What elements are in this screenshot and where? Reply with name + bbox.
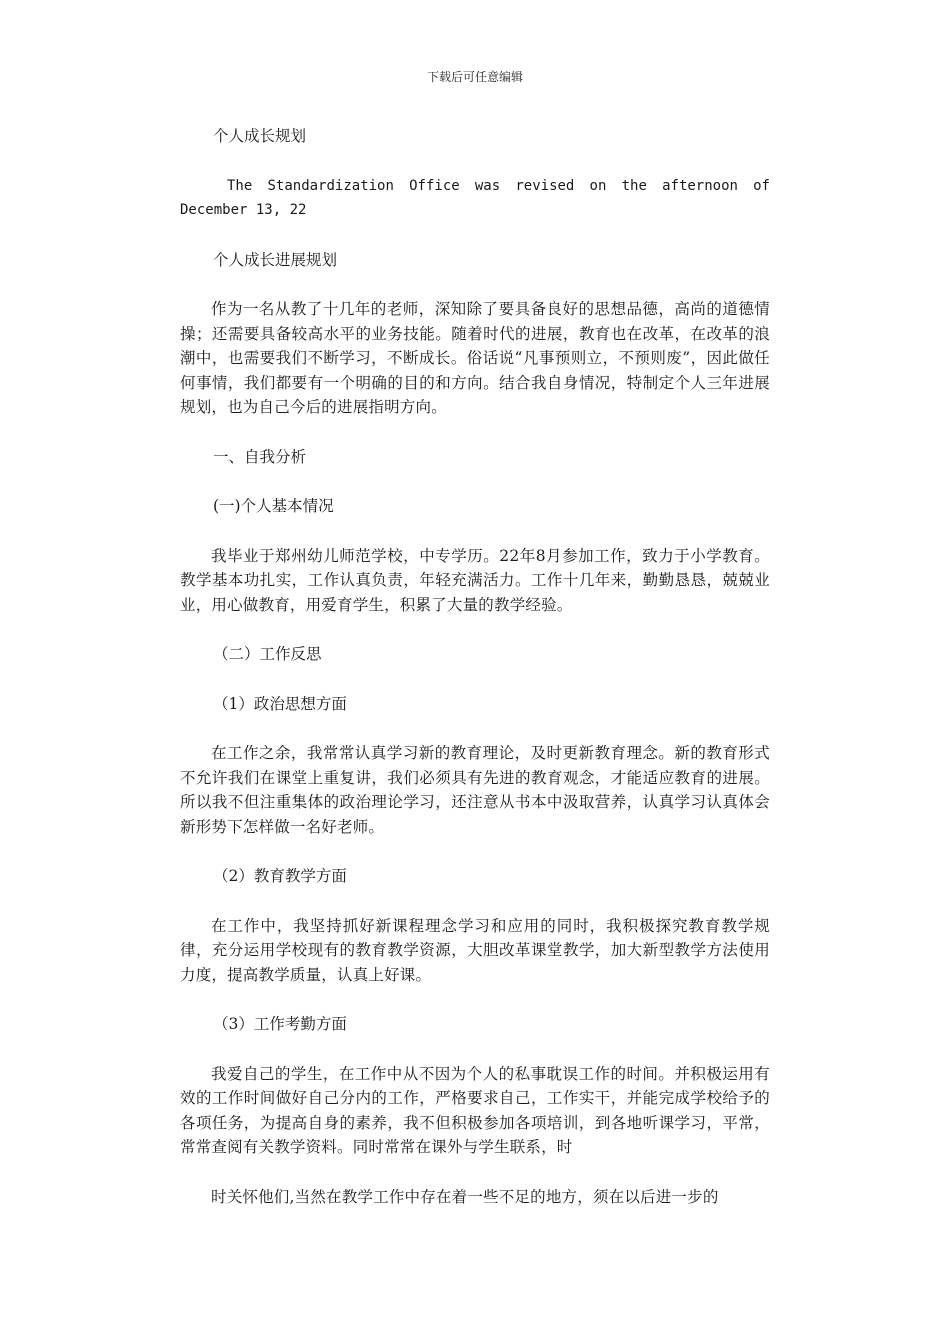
document-subtitle: 个人成长进展规划	[213, 250, 338, 269]
document-title: 个人成长规划	[213, 127, 307, 145]
page-header-note: 下载后可任意编辑	[426, 70, 523, 84]
revision-note: The Standardization Office was revised on the afternoon of December 13, 22	[180, 177, 770, 218]
subheading-political: （1）政治思想方面	[213, 694, 347, 713]
political-paragraph: 在工作之余，我常常认真学习新的教育理论，及时更新教育理念。新的教育形式不允许我们在课堂上重复讲，我们必须具有先进的教育观念，才能适应教育的进展。所以我不但注重集体的政治理论学习，还注意从书本中汲取营养，认真学习认真体会新形势下怎样做一名好老师。	[180, 744, 770, 836]
teaching-paragraph: 在工作中，我坚持抓好新课程理念学习和应用的同时，我积极探究教育教学规律，充分运用学校现有的教育教学资源，大胆改革课堂教学，加大新型教学方法使用力度，提高教学质量，认真上好课。	[180, 916, 770, 984]
section-heading-work-reflection: （二）工作反思	[213, 645, 322, 663]
subheading-teaching: （2）教育教学方面	[213, 867, 347, 885]
continuation-paragraph: 时关怀他们,当然在教学工作中存在着一些不足的地方，须在以后进一步的	[211, 1187, 719, 1206]
document-body	[180, 124, 770, 1234]
attendance-paragraph: 我爱自己的学生，在工作中从不因为个人的私事耽误工作的时间。并积极运用有效的工作时间做好自己分内的工作，严格要求自己，工作实干，并能完成学校给予的各项任务，为提高自身的素养，我不但积极参加各项培训，到各地听课学习，平常，常常查阅有关教学资料。同时常常在课外与学生联系，时	[180, 1064, 770, 1156]
section-heading-self-analysis: 一、自我分析	[213, 447, 307, 466]
section-heading-basic-info: (一)个人基本情况	[213, 497, 334, 515]
basic-info-paragraph: 我毕业于郑州幼儿师范学校，中专学历。22年8月参加工作，致力于小学教育。教学基本功扎实，工作认真负责，年轻充满活力。工作十几年来，勤勤恳恳，兢兢业业，用心做教育，用爱育学生，积累了大量的教学经验。	[180, 546, 770, 614]
intro-paragraph: 作为一名从教了十几年的老师，深知除了要具备良好的思想品德，高尚的道德情操；还需要具备较高水平的业务技能。随着时代的进展，教育也在改革，在改革的浪潮中，也需要我们不断学习，不断成长。俗话说“凡事预则立，不预则废”，因此做任何事情，我们都要有一个明确的目的和方向。结合我自身情况，特制定个人三年进展规划，也为自己今后的进展指明方向。	[180, 300, 770, 416]
subheading-attendance: （3）工作考勤方面	[213, 1015, 347, 1033]
